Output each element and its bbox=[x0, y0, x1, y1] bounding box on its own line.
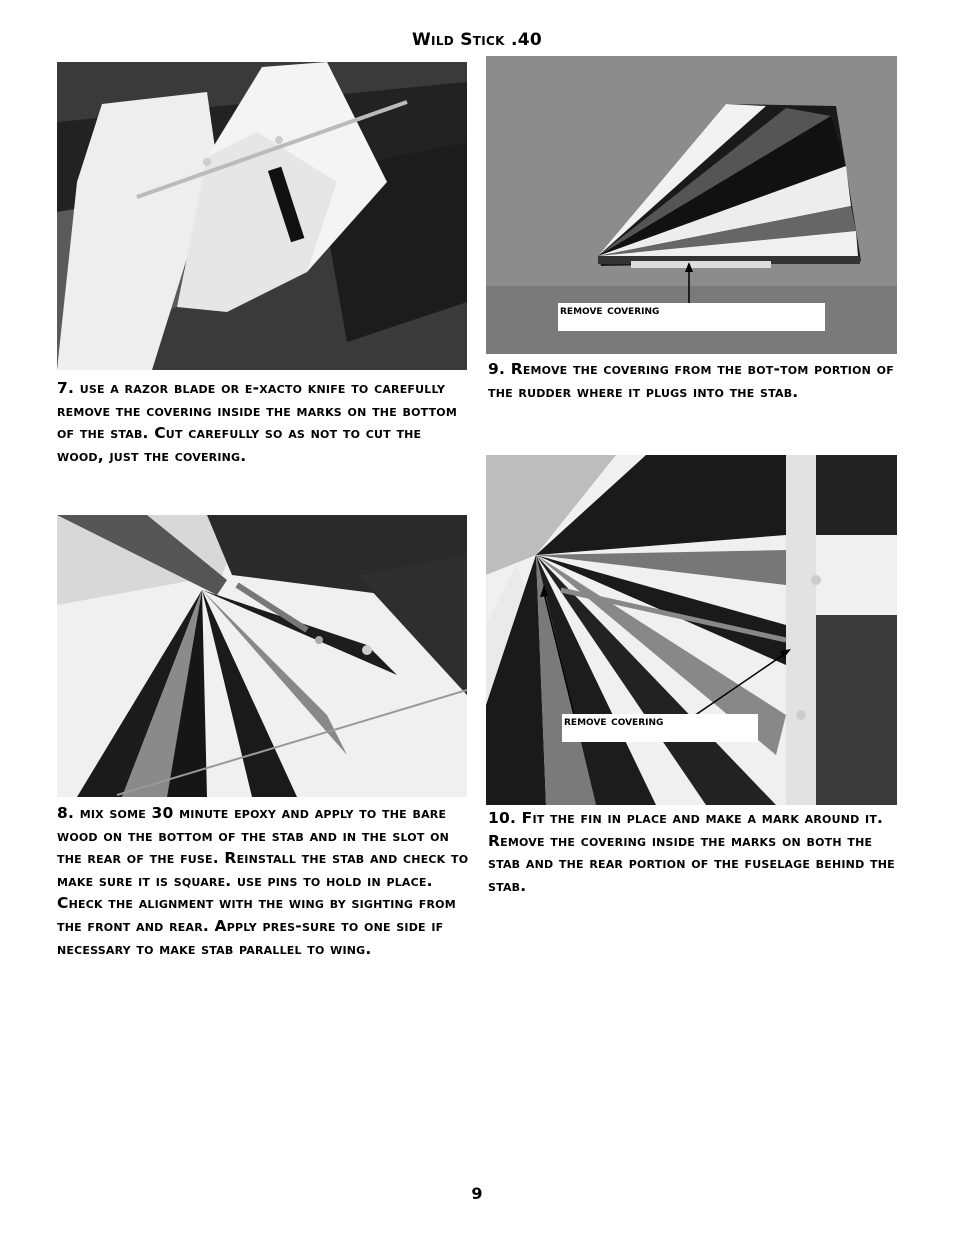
photo-stab-bottom bbox=[57, 62, 467, 370]
page-header: Wild Stick .40 bbox=[412, 30, 542, 50]
step-7-text: use a razor blade or e-xacto knife to carefully remove the covering inside the marks on the bottom of the stab. Cut carefully so as not to cut the wood, just the covering. bbox=[57, 379, 457, 465]
step-9-caption bbox=[488, 358, 898, 403]
step-8-text: mix some 30 minute epoxy and apply to the bare wood on the bottom of the stab and in the slot on the rear of the fuse. Reinstall the stab and check to make sure it is square. use pins to hold in place. Check the alignment with the wing by sighting from the front and rear. Apply pres-sure to one side if necessary to make stab parallel to wing. bbox=[57, 804, 469, 958]
step-9-text: Remove the covering from the bot-tom portion of the rudder where it plugs into the stab. bbox=[488, 360, 894, 401]
photo9-callout: remove covering bbox=[558, 303, 825, 331]
step-7-caption bbox=[57, 377, 472, 467]
step-9-number: 9. bbox=[488, 360, 506, 378]
photo10-callout: remove covering bbox=[562, 714, 758, 742]
photo-fin-fitted bbox=[486, 455, 897, 805]
page-number: 9 bbox=[471, 1184, 483, 1203]
step-8-number: 8. bbox=[57, 804, 75, 822]
step-10-number: 10. bbox=[488, 809, 517, 827]
step-10-caption bbox=[488, 807, 898, 897]
step-10-text: Fit the fin in place and make a mark around it. Remove the covering inside the marks on both the stab and the rear portion of the fuselage behind the stab. bbox=[488, 809, 895, 895]
photo-rudder bbox=[486, 56, 897, 354]
step-8-caption bbox=[57, 802, 472, 960]
photo-stab-installed bbox=[57, 515, 467, 797]
step-7-number: 7. bbox=[57, 379, 75, 397]
